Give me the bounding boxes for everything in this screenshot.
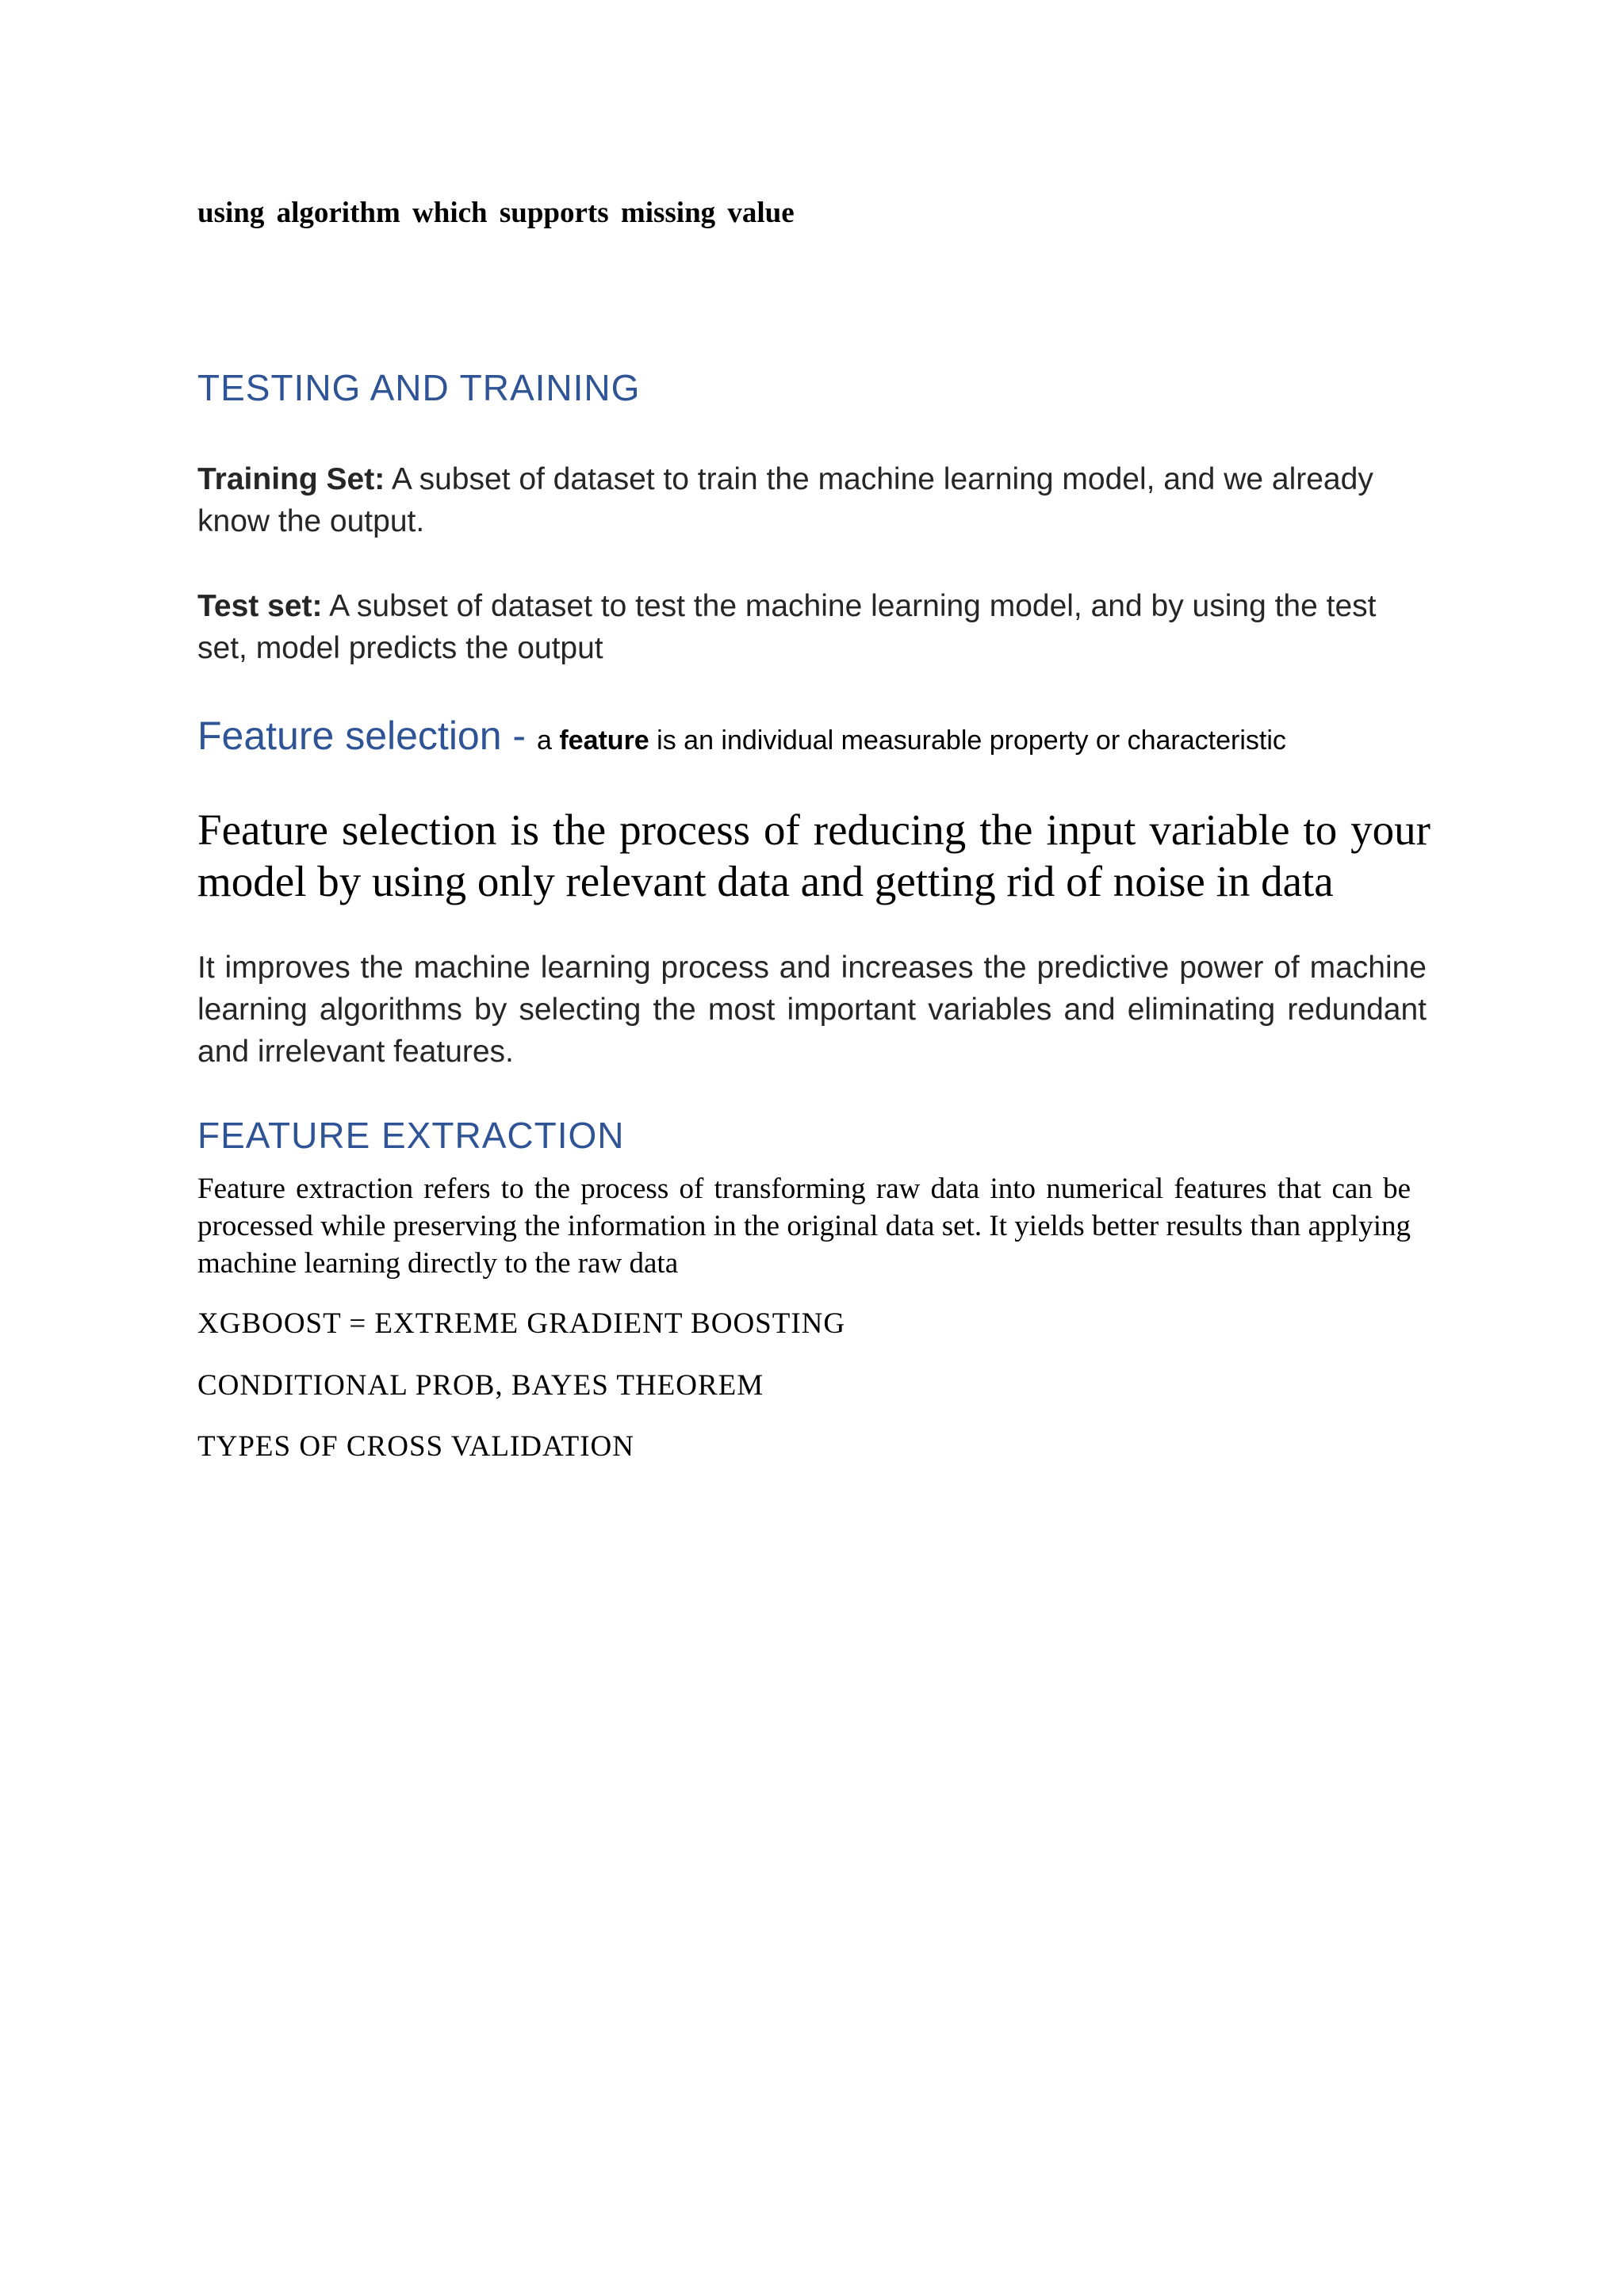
topic-xgboost: XGBOOST = EXTREME GRADIENT BOOSTING <box>197 1307 846 1340</box>
test-set-text: A subset of dataset to test the machine learning model, and by using the test set, model predicts the output <box>197 589 1377 665</box>
feature-note: a feature is an individual measurable property or characteristic <box>536 725 1286 756</box>
feature-selection-improves-paragraph: It improves the machine learning process and increases the predictive power of machine learning algorithms by selecting the most important variables and eliminating redundant and irrelevant features. <box>197 951 1427 1069</box>
top-line-text: using algorithm which supports missing value <box>197 197 795 229</box>
training-set-paragraph <box>197 458 1427 542</box>
feature-extraction-paragraph: Feature extraction refers to the process of transforming raw data into numerical features that can be processed while preserving the information in the original data set. It yields better results than applying machine learning directly to the raw data <box>197 1173 1411 1280</box>
training-set-text: A subset of dataset to train the machine learning model, and we already know the output. <box>197 462 1373 538</box>
topic-conditional-prob: CONDITIONAL PROB, BAYES THEOREM <box>197 1369 764 1402</box>
feature-selection-definition: Feature selection is the process of reducing the input variable to your model by using only relevant data and getting rid of noise in data <box>197 806 1431 905</box>
heading-testing-training: TESTING AND TRAINING <box>197 367 641 408</box>
training-set-label: Training Set: <box>197 462 385 496</box>
test-set-paragraph <box>197 585 1427 669</box>
topic-cross-validation: TYPES OF CROSS VALIDATION <box>197 1430 634 1463</box>
test-set-label: Test set: <box>197 589 323 623</box>
heading-feature-extraction: FEATURE EXTRACTION <box>197 1115 625 1156</box>
feature-selection-title: Feature selection - <box>197 714 537 758</box>
feature-note-bold: feature <box>559 725 649 756</box>
heading-feature-selection <box>197 712 1286 764</box>
